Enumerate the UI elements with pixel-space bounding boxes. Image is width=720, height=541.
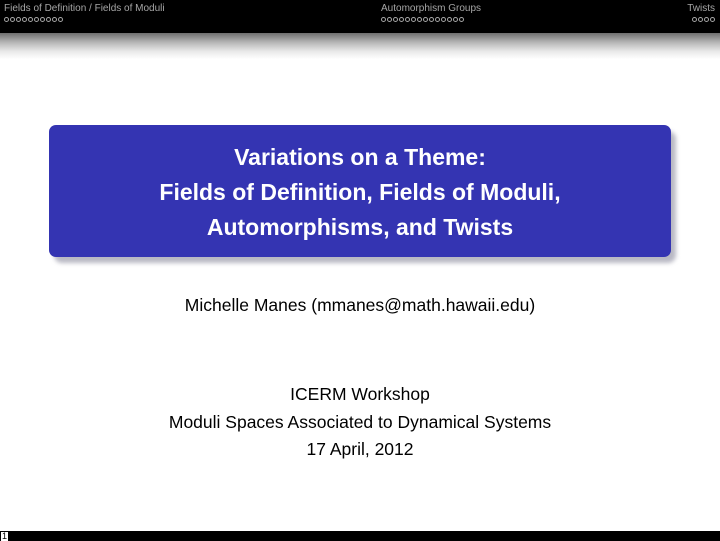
- nav-frame-dot[interactable]: [405, 17, 410, 22]
- nav-dots-fields[interactable]: [4, 17, 63, 22]
- nav-frame-dot[interactable]: [40, 17, 45, 22]
- nav-frame-dot[interactable]: [28, 17, 33, 22]
- nav-frame-dot[interactable]: [393, 17, 398, 22]
- headline-shadow: [0, 33, 720, 59]
- nav-frame-dot[interactable]: [34, 17, 39, 22]
- nav-frame-dot[interactable]: [459, 17, 464, 22]
- nav-frame-dot[interactable]: [46, 17, 51, 22]
- footline: [0, 531, 720, 541]
- nav-frame-dot[interactable]: [698, 17, 703, 22]
- nav-frame-dot[interactable]: [447, 17, 452, 22]
- nav-section-automorphism-groups[interactable]: Automorphism Groups: [381, 3, 482, 14]
- nav-frame-dot[interactable]: [399, 17, 404, 22]
- date: 17 April, 2012: [306, 439, 414, 459]
- author: Michelle Manes (mmanes@math.hawaii.edu): [184, 295, 536, 315]
- nav-frame-dot[interactable]: [453, 17, 458, 22]
- title-line-1: Variations on a Theme:: [234, 144, 486, 170]
- event-name: ICERM Workshop: [290, 384, 430, 404]
- nav-dots-automorphism-groups[interactable]: [381, 17, 464, 22]
- nav-frame-dot[interactable]: [704, 17, 709, 22]
- title-line-3: Automorphisms, and Twists: [206, 214, 514, 240]
- nav-dots-twists[interactable]: [692, 17, 715, 22]
- nav-frame-dot[interactable]: [58, 17, 63, 22]
- nav-frame-dot[interactable]: [381, 17, 386, 22]
- title-line-2: Fields of Definition, Fields of Moduli,: [159, 179, 561, 205]
- nav-frame-dot[interactable]: [16, 17, 21, 22]
- navigation-headline: [0, 0, 720, 33]
- nav-frame-dot[interactable]: [10, 17, 15, 22]
- nav-frame-dot[interactable]: [441, 17, 446, 22]
- nav-frame-dot[interactable]: [417, 17, 422, 22]
- nav-frame-dot[interactable]: [423, 17, 428, 22]
- nav-frame-dot[interactable]: [22, 17, 27, 22]
- nav-frame-dot[interactable]: [411, 17, 416, 22]
- nav-frame-dot[interactable]: [692, 17, 697, 22]
- nav-frame-dot[interactable]: [429, 17, 434, 22]
- nav-frame-dot[interactable]: [710, 17, 715, 22]
- title-box: [49, 125, 671, 257]
- nav-frame-dot[interactable]: [4, 17, 9, 22]
- nav-frame-dot[interactable]: [387, 17, 392, 22]
- workshop-title: Moduli Spaces Associated to Dynamical Systems: [168, 412, 552, 432]
- nav-frame-dot[interactable]: [52, 17, 57, 22]
- nav-frame-dot[interactable]: [435, 17, 440, 22]
- page-number: 1: [2, 531, 8, 541]
- nav-section-fields[interactable]: Fields of Definition / Fields of Moduli: [4, 3, 165, 14]
- nav-section-twists[interactable]: Twists: [687, 3, 715, 14]
